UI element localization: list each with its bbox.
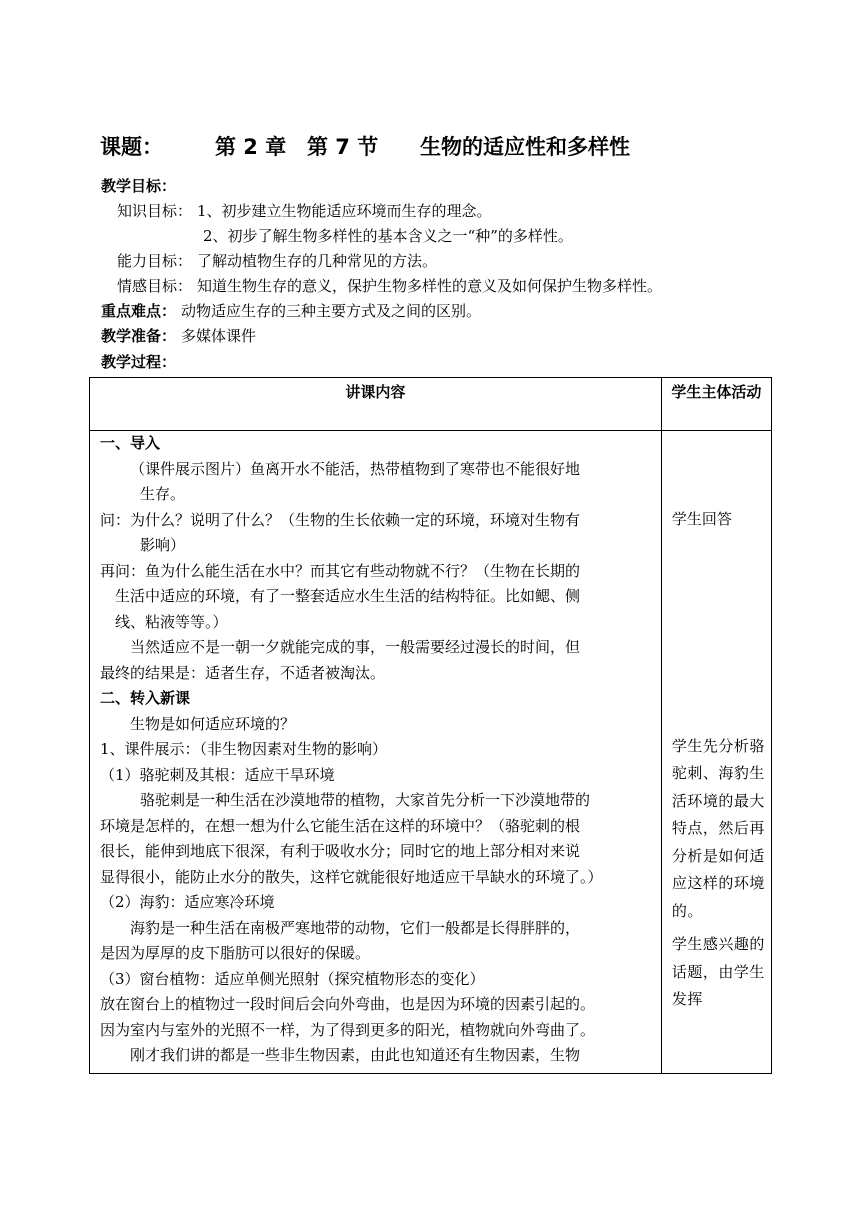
content-line: 最终的结果是：适者生存，不适者被淘汰。 [100,663,386,682]
content-line: 生活中适应的环境，有了一整套适应水生生活的结构特征。比如鳃、侧 [115,587,581,605]
content-line: 线、粘液等等。） [115,612,228,631]
section-intro-heading: 一、导入 [100,434,161,452]
content-line: 问：为什么？说明了什么？（生物的生长依赖一定的环境，环境对生物有 [100,510,581,529]
header-main: 讲课内容 [90,378,662,431]
content-line: （课件展示图片）鱼离开水不能活，热带植物到了寒带也不能很好地 [130,459,581,478]
ability-label: 能力目标： [117,252,193,270]
process-heading: 教学过程： [101,353,177,371]
content-line: 很长，能伸到地底下很深，有利于吸收水分；同时它的地上部分相对来说 [100,842,581,860]
table-body-row [90,431,772,1074]
preparation-text: 多媒体课件 [181,327,257,345]
content-line: 再问：鱼为什么能生活在水中？而其它有些动物就不行？（生物在长期的 [100,561,581,580]
emotion-text: 知道生物生存的意义，保护生物多样性的意义及如何保护生物多样性。 [197,277,663,295]
knowledge-item-1: 1、初步建立生物能适应环境而生存的理念。 [197,202,492,220]
preparation-label: 教学准备： [101,327,177,345]
content-line: 因为室内与室外的光照不一样，为了得到更多的阳光，植物就向外弯曲了。 [100,1020,596,1039]
knowledge-label: 知识目标： [117,202,193,220]
section-new-lesson-heading: 二、转入新课 [100,689,191,707]
student-activity-cell [661,431,771,1074]
side-interest: 学生感兴趣的话题，由学生发挥 [671,935,765,1008]
content-line: 影响） [140,536,186,554]
content-line: 放在窗台上的植物过一段时间后会向外弯曲，也是因为环境的因素引起的。 [100,995,596,1013]
emotion-label: 情感目标： [117,277,193,295]
key-points-label: 重点难点： [101,302,177,320]
lesson-table [89,377,772,1074]
title-section: 第 7 节 [307,135,379,159]
content-line: （2）海豹：适应寒冷环境 [100,893,275,911]
main-content-cell [90,431,662,1074]
title-label: 课题： [100,135,163,159]
content-line: 生物是如何适应环境的？ [130,714,296,733]
content-line: 环境是怎样的，在想一想为什么它能生活在这样的环境中？（骆驼刺的根 [100,816,581,835]
content-line: 刚才我们讲的都是一些非生物因素，由此也知道还有生物因素，生物 [130,1046,581,1064]
side-answer: 学生回答 [671,510,732,528]
key-points-text: 动物适应生存的三种主要方式及之间的区别。 [181,302,482,320]
content-line: 显得很小，能防止水分的散失，这样它就能很好地适应干旱缺水的环境了。） [100,867,603,886]
title-topic: 生物的适应性和多样性 [420,135,630,159]
content-line: （1）骆驼刺及其根：适应干旱环境 [100,765,335,784]
header-side: 学生主体活动 [661,378,771,431]
content-line: 生存。 [140,485,186,503]
content-line: 是因为厚厚的皮下脂肪可以很好的保暖。 [100,944,371,962]
table-header-row [90,378,772,431]
knowledge-item-2: 2、初步了解生物多样性的基本含义之一“种”的多样性。 [203,227,573,245]
content-line: 海豹是一种生活在南极严寒地带的动物，它们一般都是长得胖胖的， [130,918,581,937]
title-chapter: 第 2 章 [215,135,287,159]
side-analysis: 学生先分析骆驼刺、海豹生活环境的最大特点，然后再分析是如何适应这样的环境的。 [671,736,765,920]
content-line: 当然适应不是一朝一夕就能完成的事，一般需要经过漫长的时间，但 [130,638,581,656]
ability-text: 了解动植物生存的几种常见的方法。 [197,252,438,270]
objectives-heading: 教学目标： [101,177,177,195]
content-line: 骆驼刺是一种生活在沙漠地带的植物，大家首先分析一下沙漠地带的 [140,791,591,809]
content-line: （3）窗台植物：适应单侧光照射（探究植物形态的变化） [100,969,485,988]
content-line: 1、课件展示：（非生物因素对生物的影响） [100,740,388,758]
